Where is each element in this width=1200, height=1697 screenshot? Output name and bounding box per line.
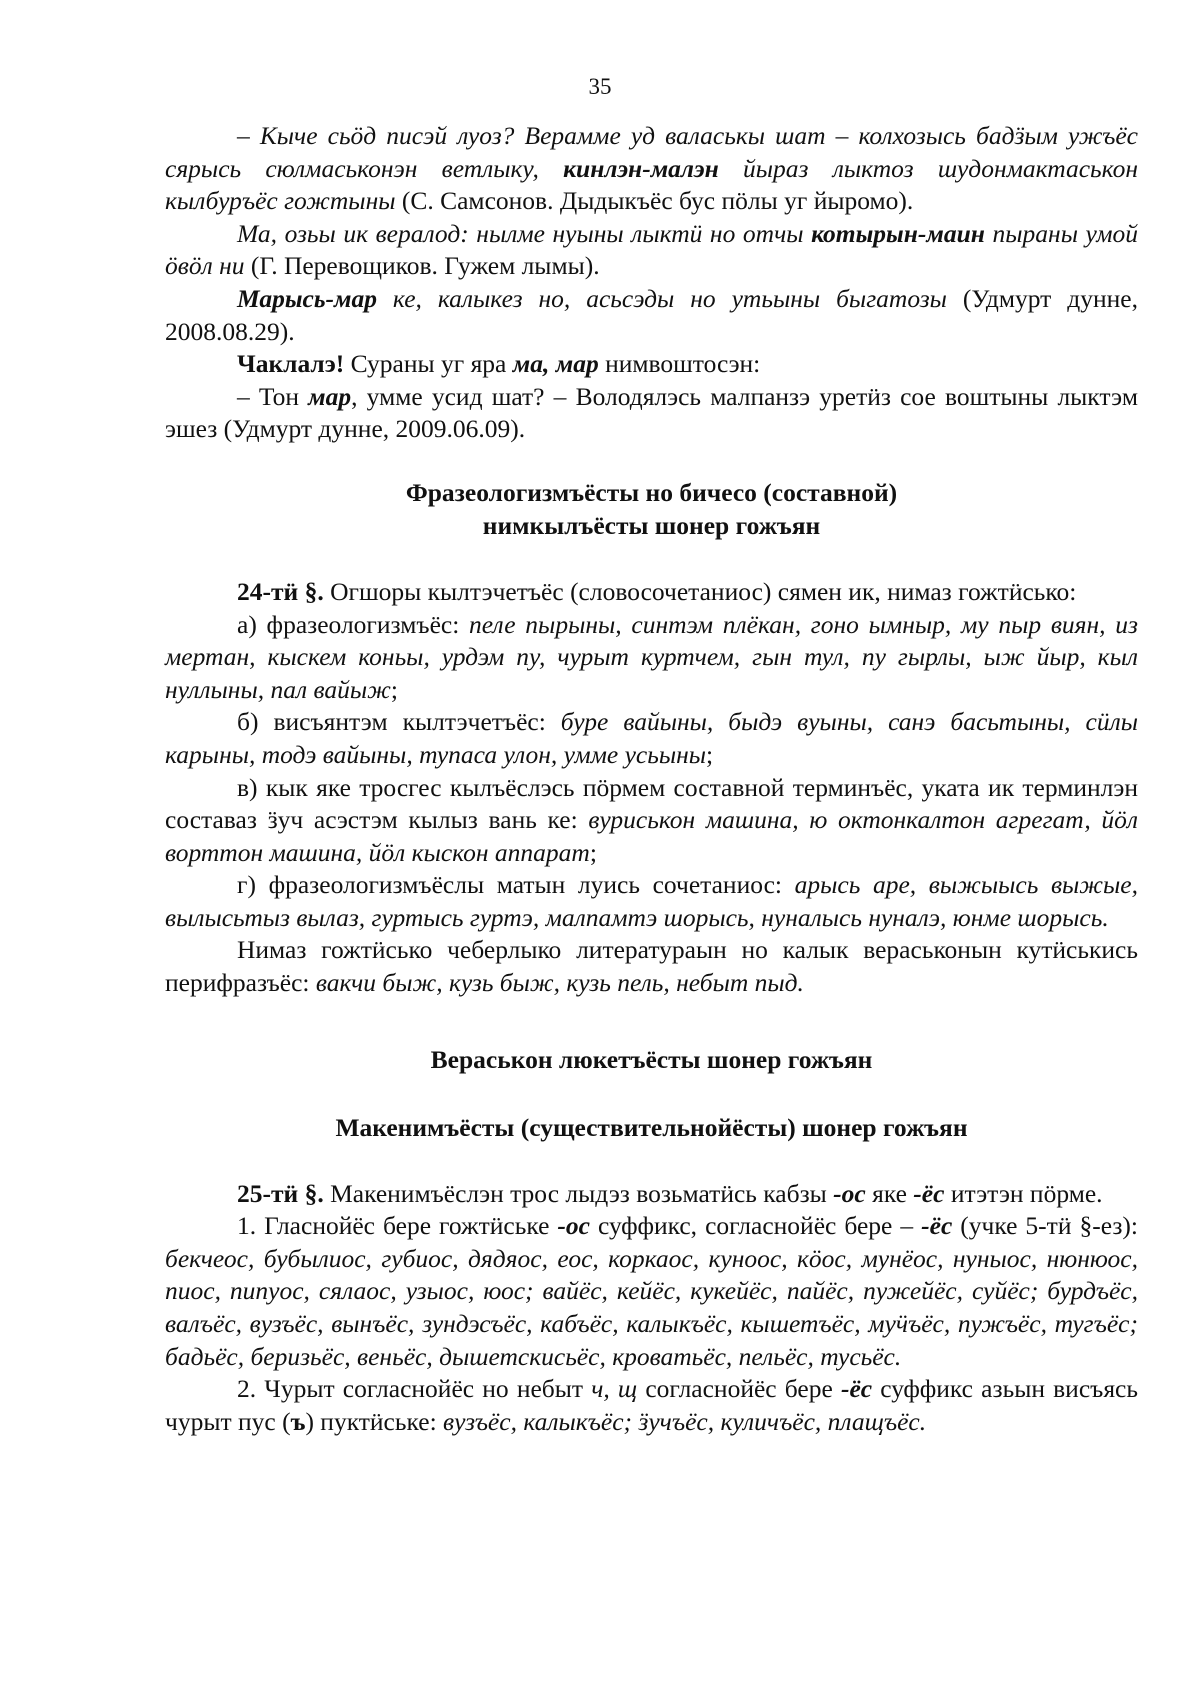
section-24-intro: [165, 576, 1138, 609]
list-item-a-lead: а) фразеологизмъёс:: [237, 609, 470, 639]
rule-1: [165, 1210, 1138, 1373]
text-run: Марысь-мар: [237, 283, 377, 313]
section-25-label: 25-тӥ §.: [237, 1178, 324, 1208]
text-run: (Удмурт дунне, 2008.08.29).: [165, 283, 1138, 346]
text-run: Ма, озьы ик вералод: нылме нуыны лыктӥ но отчы: [237, 218, 812, 248]
section-24-label: 24-тӥ §.: [237, 576, 324, 606]
text-run: Кыче сьӧд писэй луоз? Верамме уд валаськы шат – колхозысь бадӟым ужъёс сярысь сюлмаськонэн ветлыку,: [165, 121, 1138, 183]
rule-2-letters: ч, щ: [591, 1374, 638, 1404]
text-run: ма, мар: [512, 349, 599, 379]
suffix-os: -ос: [833, 1178, 866, 1208]
rule-2-lead-4: ) пуктӥське:: [305, 1406, 444, 1436]
list-item-a-examples: пеле пырыны, синтэм плёкан, гоно ымныр, му пыр виян, из мертан, кыскем коньы, урдэм пу, чурыт куртчем, гын тул, пу гырлы, ыж йыр, кыл нуллыны, пал вайыж: [165, 609, 1138, 704]
text-run: Чаклалэ!: [237, 349, 345, 379]
text-run: (С. Самсонов. Дыдыкъёс бус пӧлы уг йыромо).: [395, 186, 914, 216]
list-item-c-lead: в) кык яке тросгес кылъёслэсь пӧрмем составной терминъёс, уката ик терминлэн составаз ӟуч асэстэм кылыз вань ке:: [165, 772, 1138, 835]
rule-2-suffix: -ёс: [840, 1374, 873, 1404]
text-run: котырын-маин: [811, 218, 985, 248]
heading-phraseology-line2: нимкылъёсты шонер гожъян: [482, 510, 821, 540]
rule-1-lead-3: (учке 5-тӥ §-ез):: [952, 1211, 1138, 1241]
rule-1-examples: бекчеос, бубылиос, губиос, дядяос, еос, коркаос, куноос, кӧос, мунёос, нуныос, нюнюос, пиос, пипуос, сялаос, узыос, юос; вайёс, кейёс, кукейёс, пайёс, пужейёс, суйёс; бурдъёс, валъёс, вузъёс, вынъёс, зундэсъёс, кабъёс, калыкъёс, кышетъёс, муӵъёс, пужъёс, тугъёс; бадьёс, беризьёс, веньёс, дышетскисьёс, кроватьёс, пельёс, тусьёс.: [165, 1243, 1138, 1371]
text-run: (Г. Перевощиков. Гужем лымы).: [244, 251, 600, 281]
text-run: нимвоштосэн:: [598, 349, 761, 379]
list-item-d-examples: арысь аре, выжыысь выжые, вылысьтыз вылаз, гуртысь гуртэ, малпамтэ шорысь, нуналысь нуналэ, юнме шорысь.: [165, 870, 1138, 932]
paragraph-2: [165, 218, 1138, 283]
text-run: кинлэн-малэн: [563, 153, 719, 183]
text-run: йыраз лыктоз шудонмактаськон кылбуръёс гожтыны: [165, 153, 1138, 216]
list-item-b-lead: б) висъянтэм кылтэчетъёс:: [237, 707, 561, 737]
paragraph-5: [165, 381, 1138, 446]
rule-2-lead-3: суффикс азьын висъясь чурыт пус (: [165, 1374, 1139, 1436]
text-run: –: [237, 121, 260, 150]
list-item-b-examples: буре вайыны, быдэ вуыны, санэ басьтыны, сӥлы карыны, тодэ вайыны, тупаса улон, умме усьыны: [165, 707, 1138, 769]
rule-2-hard-sign: ъ: [290, 1406, 306, 1436]
page-number: 35: [588, 74, 612, 99]
periphrasis-examples: вакчи быж, кузь быж, кузь пель, небыт пыд.: [315, 968, 804, 998]
rule-1-suffix-yos: -ёс: [921, 1211, 953, 1241]
rule-1-suffix-os: -ос: [557, 1211, 590, 1241]
heading-nouns: Макенимъёсты (существительнойёсты) шонер гожъян: [335, 1112, 968, 1142]
list-item-c-examples: вуриськон машина, ю октонкалтон агрегат, йӧл ворттон машина, йӧл кыскон аппарат: [165, 805, 1138, 867]
heading-phraseology: [165, 476, 1138, 542]
page-body: [165, 120, 1138, 1438]
heading-phraseology-line1: Фразеологизмъёсты но бичесо (составной): [405, 477, 898, 507]
list-item-c: [165, 772, 1138, 870]
list-item-a: [165, 609, 1138, 707]
section-25-intro: [165, 1178, 1138, 1211]
section-25-text-2: яке: [865, 1178, 914, 1208]
section-25-text-3: итэтэн пӧрме.: [944, 1178, 1103, 1208]
rule-2: [165, 1373, 1138, 1438]
paragraph-4: [165, 348, 1138, 381]
section-24-text: Огшоры кылтэчетъёс (словосочетаниос) сямен ик, нимаз гожтӥсько:: [323, 576, 1077, 606]
list-item-b: [165, 706, 1138, 771]
paragraph-3: [165, 283, 1138, 348]
rule-1-lead-1: 1. Гласнойёс бере гожтӥське: [237, 1211, 558, 1241]
rule-2-examples: вузъёс, калыкъёс; ӟучъёс, куличъёс, плащъёс.: [443, 1406, 927, 1436]
list-item-c-end: ;: [589, 837, 597, 867]
rule-1-lead-2: суффикс, согласнойёс бере –: [589, 1211, 922, 1241]
heading-parts-of-speech: Вераськон люкетъёсты шонер гожъян: [430, 1044, 873, 1074]
text-run: мар: [308, 381, 352, 411]
suffix-yos: -ёс: [913, 1178, 945, 1208]
list-item-d: [165, 869, 1138, 934]
text-run: пыраны умой ӧвӧл ни: [165, 218, 1138, 281]
rule-2-lead-1: 2. Чурыт согласнойёс но небыт: [237, 1374, 592, 1404]
section-25-text-1: Макенимъёслэн трос лыдэз возьматӥсь кабзы: [323, 1178, 834, 1208]
rule-2-lead-2: согласнойёс бере: [637, 1374, 841, 1404]
list-item-a-end: ;: [390, 674, 398, 704]
text-run: Сураны уг яра: [344, 349, 513, 379]
text-run: – Тон: [237, 381, 309, 411]
text-run: ке, калыкез но, асьсэды но утьыны быгатозы: [376, 283, 947, 313]
list-item-b-end: ;: [706, 739, 714, 769]
text-run: , умме усид шат? – Володялэсь малпанзэ уретӥз сое воштыны лыктэм эшез (Удмурт дунне, 2009.06.09).: [165, 381, 1138, 444]
periphrasis-paragraph: [165, 934, 1138, 999]
paragraph-1: [165, 120, 1138, 218]
periphrasis-lead: Нимаз гожтӥсько чеберлыко литератураын но калык вераськонын кутӥськись перифразъёс:: [165, 935, 1138, 998]
list-item-d-lead: г) фразеологизмъёслы матын луись сочетаниос:: [237, 870, 795, 900]
